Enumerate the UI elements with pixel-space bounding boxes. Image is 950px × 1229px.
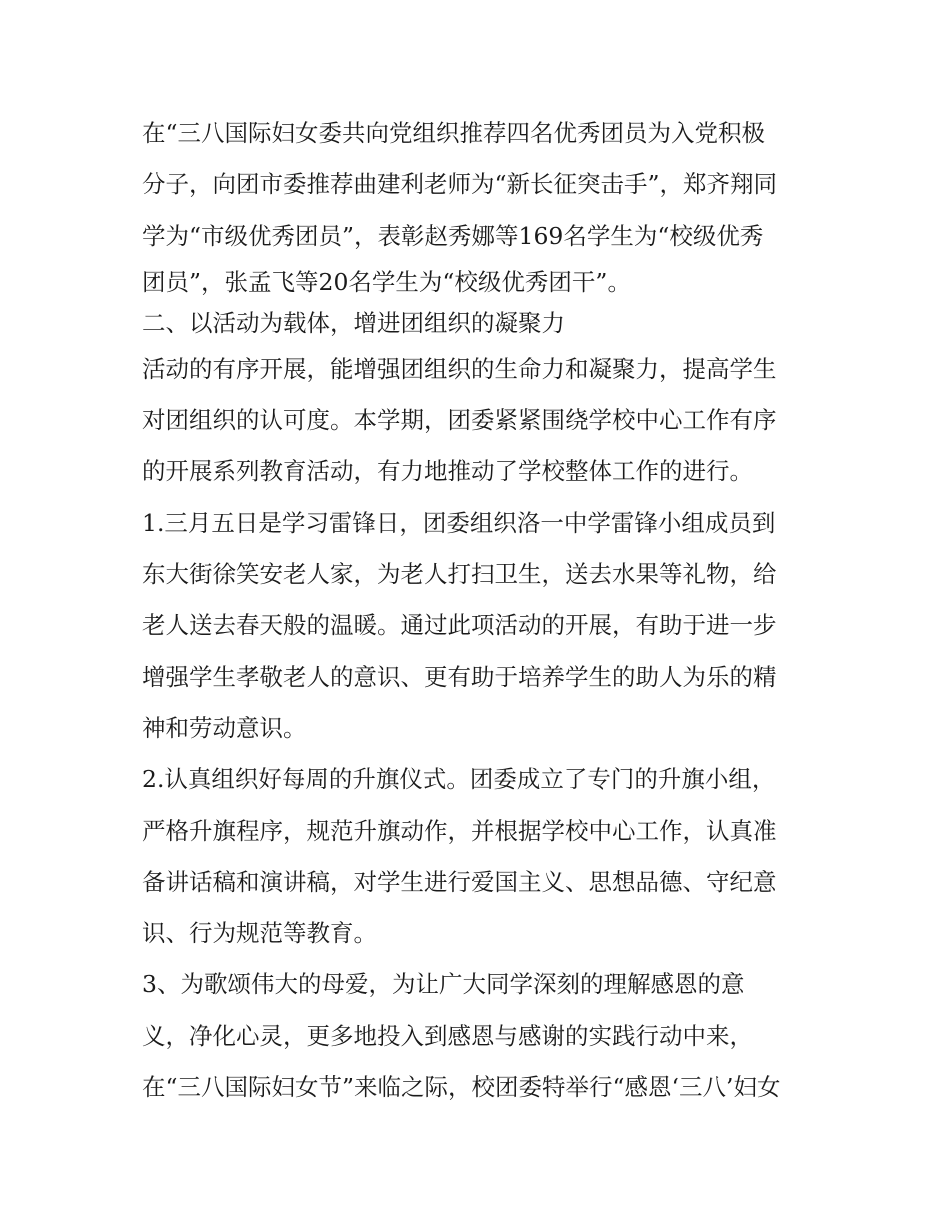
text-line: 在“三八国际妇女委共向党组织推荐四名优秀团员为入党积极 xyxy=(142,119,766,147)
text-line: 神和劳动意识。 xyxy=(142,713,307,742)
text-line: 活动的有序开展，能增强团组织的生命力和凝聚力，提高学生 xyxy=(142,354,777,383)
text-line: 学为“市级优秀团员”，表彰赵秀娜等169名学生为“校级优秀 xyxy=(142,221,764,250)
text-line: 严格升旗程序，规范升旗动作，并根据学校中心工作，认真准 xyxy=(142,816,777,845)
text-line: 团员”，张孟飞等20名学生为“校级优秀团干”。 xyxy=(142,267,631,296)
text-line: 的开展系列教育活动，有力地推动了学校整体工作的进行。 xyxy=(142,457,753,486)
text-line: 2.认真组织好每周的升旗仪式。团委成立了专门的升旗小组， xyxy=(142,765,776,794)
section-heading: 二、以活动为载体，增进团组织的凝聚力 xyxy=(142,308,565,337)
text-line: 在“三八国际妇女节”来临之际，校团委特举行“感恩‘三八’妇女 xyxy=(142,1073,781,1102)
text-line: 识、行为规范等教育。 xyxy=(142,919,377,948)
text-line: 分子，向团市委推荐曲建利老师为“新长征突击手”，郑齐翔同 xyxy=(142,170,778,199)
text-line: 东大街徐笑安老人家，为老人打扫卫生，送去水果等礼物，给 xyxy=(142,560,777,589)
text-line: 1.三月五日是学习雷锋日，团委组织洛一中学雷锋小组成员到 xyxy=(142,508,776,537)
text-line: 对团组织的认可度。本学期，团委紧紧围绕学校中心工作有序 xyxy=(142,406,777,435)
text-line: 增强学生孝敬老人的意识、更有助于培养学生的助人为乐的精 xyxy=(142,662,777,691)
text-line: 备讲话稿和演讲稿，对学生进行爱国主义、思想品德、守纪意 xyxy=(142,867,777,896)
text-line: 3、为歌颂伟大的母爱，为让广大同学深刻的理解感恩的意 xyxy=(142,970,745,999)
text-line: 义，净化心灵，更多地投入到感恩与感谢的实践行动中来， xyxy=(142,1021,753,1050)
text-line: 老人送去春天般的温暖。通过此项活动的开展，有助于进一步 xyxy=(142,611,777,640)
document-body xyxy=(142,108,822,1113)
